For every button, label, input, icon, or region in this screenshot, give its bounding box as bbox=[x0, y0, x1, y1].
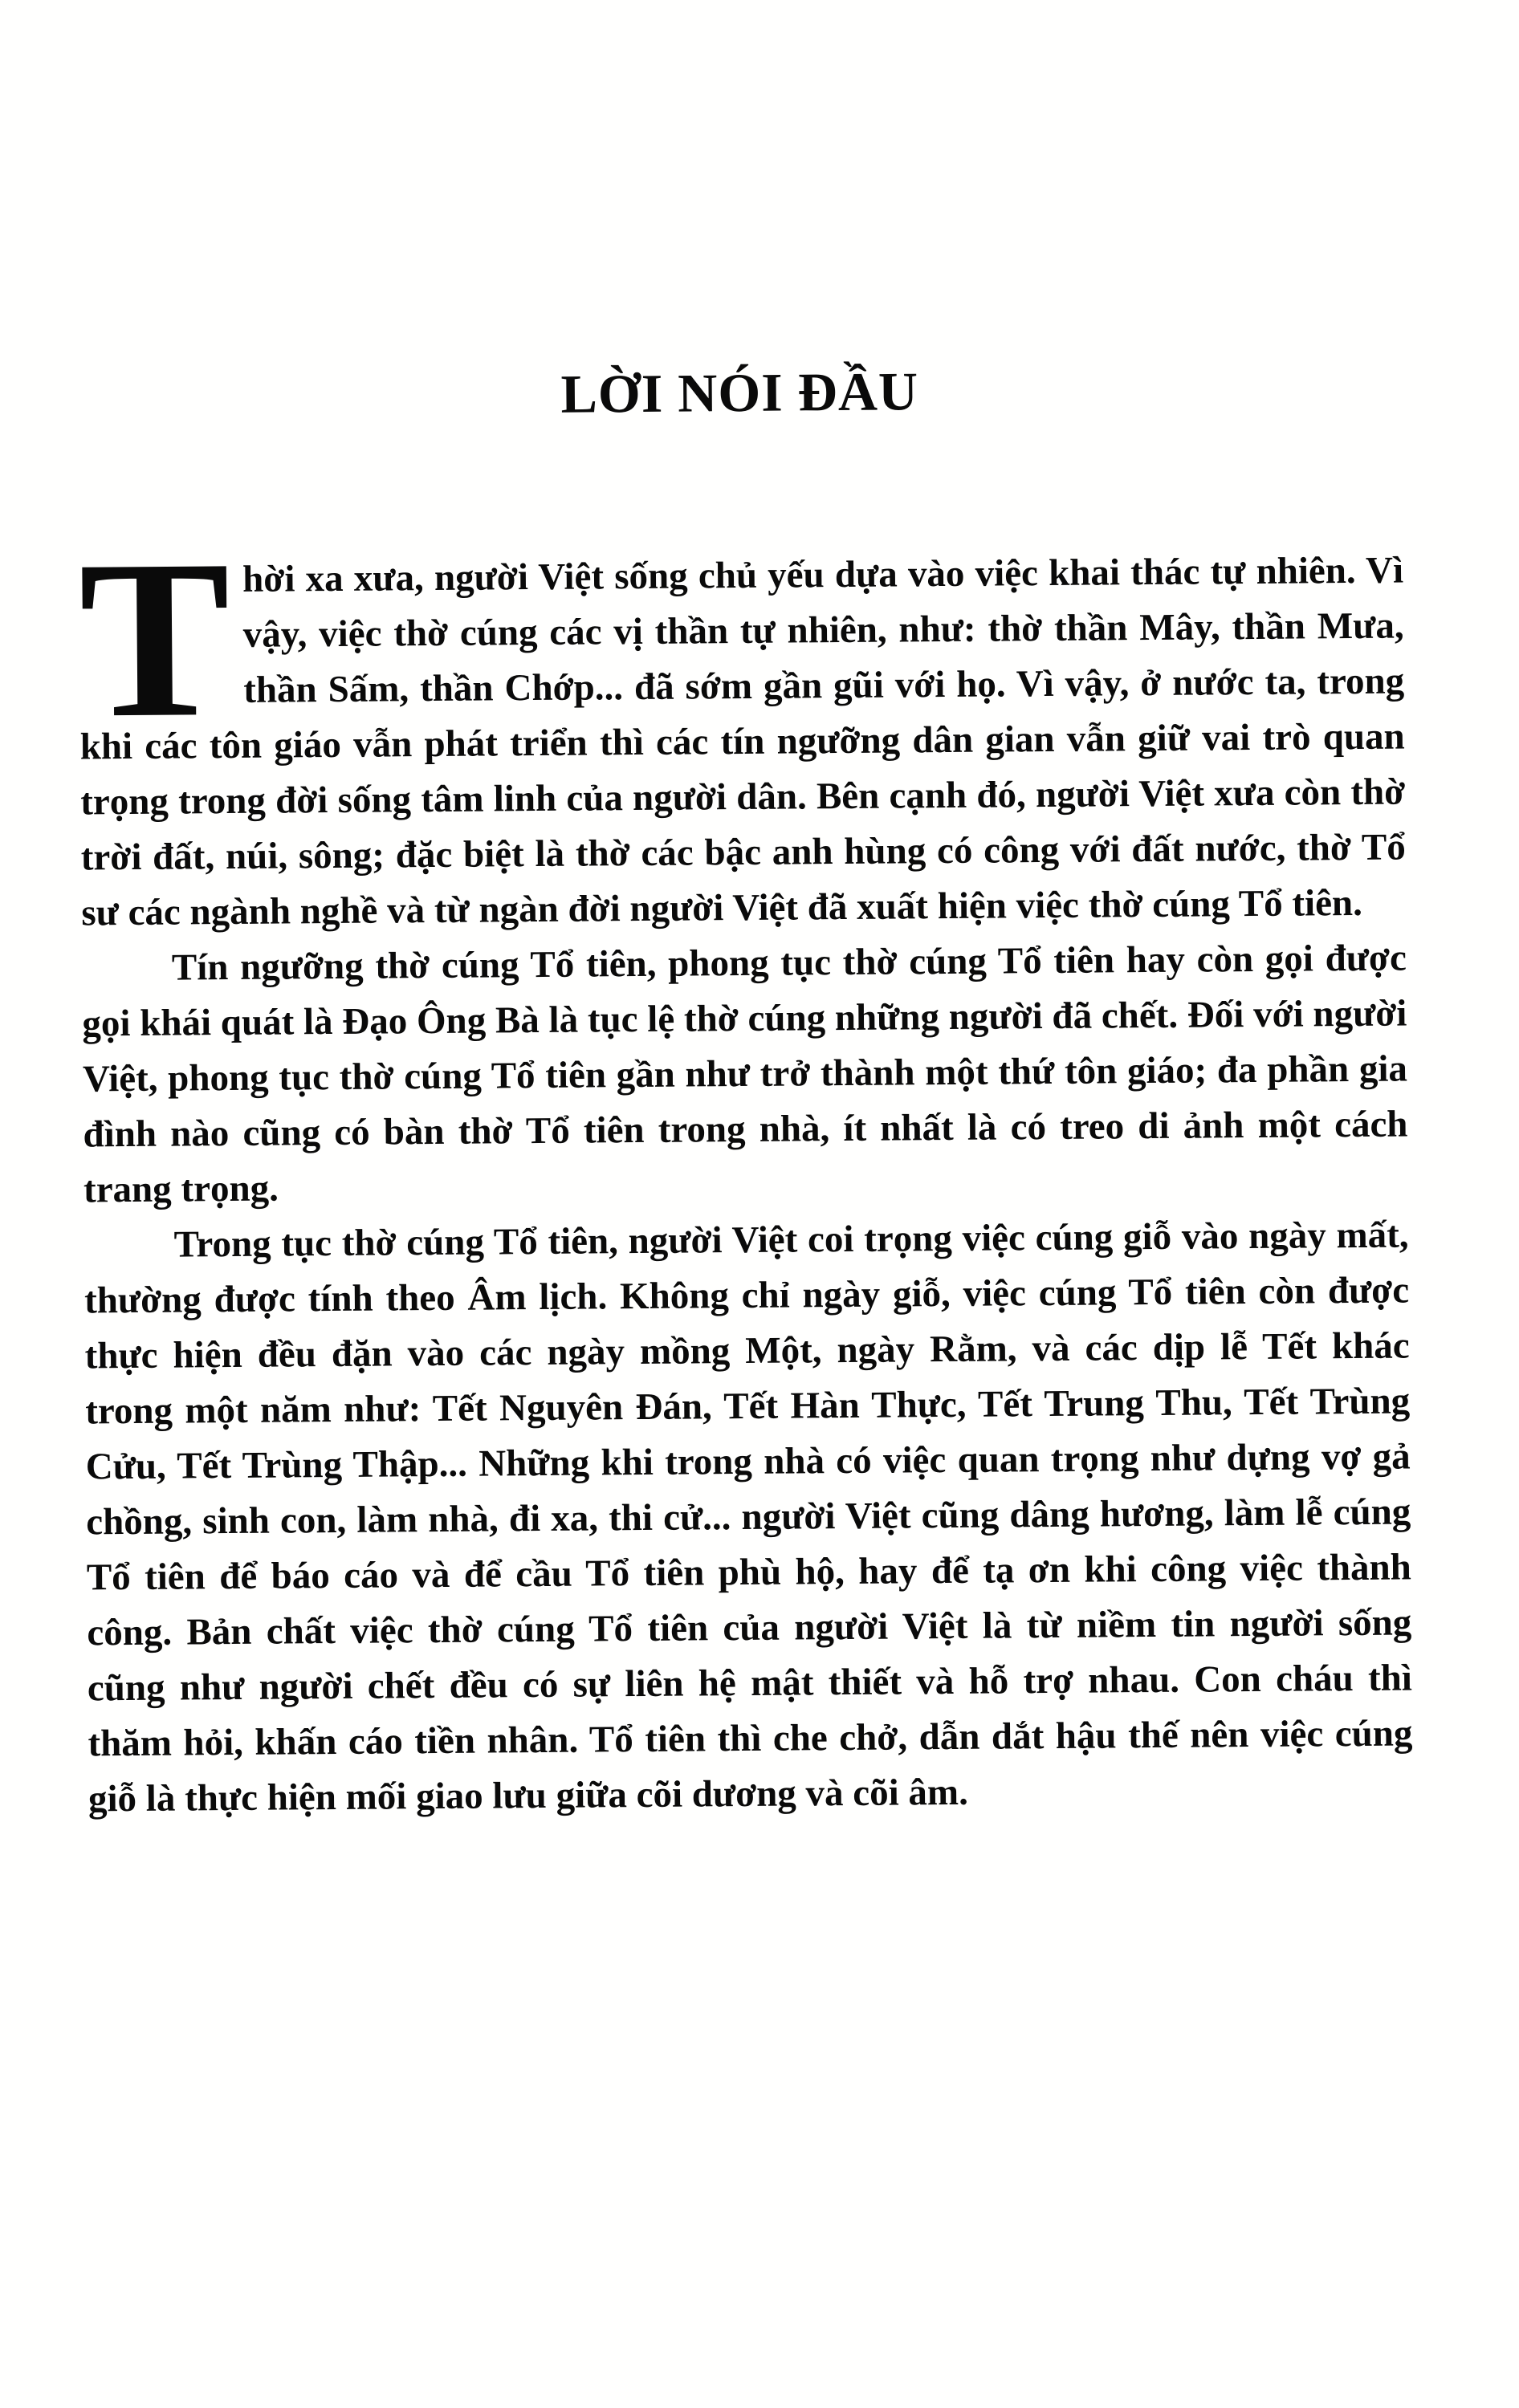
preface-body bbox=[78, 512, 1413, 1828]
page-content bbox=[77, 360, 1413, 1828]
paragraph-text: hời xa xưa, người Việt sống chủ yếu dựa vào việc khai thác tự nhiên. Vì vậy, việc thờ cúng các vị thần tự nhiên, như: thờ thần Mây, thần Mưa, thần Sấm, thần Chớp... đã sớm gần gũi với họ. Vì vậy, ở nước ta, trong khi các tôn giáo vẫn phát triển thì các tín ngưỡng dân gian vẫn giữ vai trò quan trọng trong đời sống tâm linh của người dân. Bên cạnh đó, người Việt xưa còn thờ trời đất, núi, sông; đặc biệt là thờ các bậc anh hùng có công với đất nước, thờ Tổ sư các ngành nghề và từ ngàn đời người Việt đã xuất hiện việc thờ cúng Tổ tiên. bbox=[79, 549, 1406, 934]
page-title: LỜI NÓI ĐẦU bbox=[560, 360, 919, 425]
paragraph: Trong tục thờ cúng Tổ tiên, người Việt coi trọng việc cúng giỗ vào ngày mất, thường được tính theo Âm lịch. Không chỉ ngày giỗ, việc cúng Tổ tiên còn được thực hiện đều đặn vào các ngày mồng Một, ngày Rằm, và các dịp lễ Tết khác trong một năm như: Tết Nguyên Đán, Tết Hàn Thực, Tết Trung Thu, Tết Trùng Cửu, Tết Trùng Thập... Những khi trong nhà có việc quan trọng như dựng vợ gả chồng, sinh con, làm nhà, đi xa, thi cử... người Việt cũng dâng hương, làm lễ cúng Tổ tiên để báo cáo và để cầu Tổ tiên phù hộ, hay để tạ ơn khi công việc thành công. Bản chất việc thờ cúng Tổ tiên của người Việt là từ niềm tin người sống cũng như người chết đều có sự liên hệ mật thiết và hỗ trợ nhau. Con cháu thì thăm hỏi, khấn cáo tiền nhân. Tổ tiên thì che chở, dẫn dắt hậu thế nên việc cúng giỗ là thực hiện mối giao lưu giữa cõi dương và cõi âm. bbox=[83, 1214, 1413, 1820]
drop-cap: T bbox=[78, 512, 231, 765]
paragraph bbox=[78, 512, 1407, 942]
paragraph: Tín ngưỡng thờ cúng Tổ tiên, phong tục thờ cúng Tổ tiên hay còn gọi được gọi khái quát là Đạo Ông Bà là tục lệ thờ cúng những người đã chết. Đối với người Việt, phong tục thờ cúng Tổ tiên gần như trở thành một thứ tôn giáo; đa phần gia đình nào cũng có bàn thờ Tổ tiên trong nhà, ít nhất là có treo di ảnh một cách trang trọng. bbox=[82, 937, 1408, 1211]
